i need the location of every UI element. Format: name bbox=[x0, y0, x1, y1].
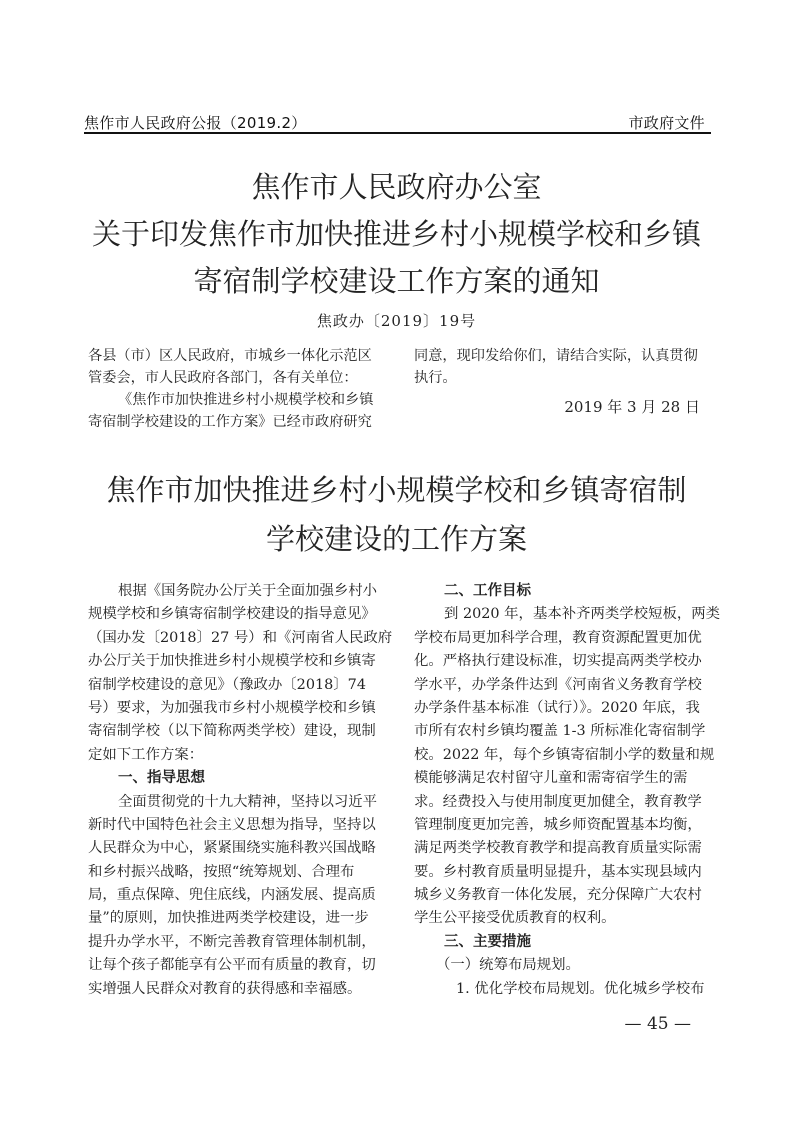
page-number: — 45 — bbox=[624, 1014, 691, 1034]
body-line: 宿制学校建设的意见》（豫政办〔2018〕74 bbox=[88, 676, 366, 693]
body-line: 学校布局更加科学合理，教育资源配置更加优 bbox=[414, 629, 702, 646]
running-header-journal: 焦作市人民政府公报（2019.2） bbox=[84, 114, 307, 132]
notice-title-line-1: 焦作市人民政府办公室 bbox=[251, 170, 542, 204]
notice-line: 同意，现印发给你们，请结合实际，认真贯彻 bbox=[414, 348, 698, 364]
body-line: 量”的原则，加快推进两类学校建设，进一步 bbox=[88, 910, 369, 927]
body-line: 模能够满足农村留守儿童和需寄宿学生的需 bbox=[414, 770, 688, 787]
plan-right-column bbox=[414, 580, 721, 1001]
body-line: 学水平，办学条件达到《河南省义务教育学校 bbox=[414, 676, 702, 693]
notice-title-line-2: 关于印发焦作市加快推进乡村小规模学校和乡镇 bbox=[91, 217, 701, 251]
section-heading: 二、工作目标 bbox=[444, 583, 531, 599]
notice-date: 2019 年 3 月 28 日 bbox=[564, 398, 700, 416]
document-number: 焦政办〔2019〕19号 bbox=[316, 312, 477, 330]
body-line: 全面贯彻党的十九大精神，坚持以习近平 bbox=[118, 793, 378, 810]
plan-title-line-1: 焦作市加快推进乡村小规模学校和乡镇寄宿制 bbox=[106, 473, 687, 507]
body-line: 校。2022 年，每个乡镇寄宿制小学的数量和规 bbox=[414, 746, 715, 763]
body-line: 满足两类学校教育教学和提高教育质量实际需 bbox=[414, 840, 702, 857]
body-line: 让每个孩子都能享有公平而有质量的教育，切 bbox=[88, 957, 376, 974]
body-line: 和乡村振兴战略，按照“统筹规划、合理布 bbox=[88, 863, 355, 880]
body-line: 学生公平接受优质教育的权利。 bbox=[414, 910, 616, 927]
section-heading: 三、主要措施 bbox=[444, 933, 531, 950]
body-line: 办学条件基本标准（试行）》。2020 年底，我 bbox=[414, 699, 700, 716]
body-line: 市所有农村乡镇均覆盖 1-3 所标准化寄宿制学 bbox=[414, 723, 706, 740]
body-line: 化。严格执行建设标准，切实提高两类学校办 bbox=[414, 653, 702, 670]
body-line: 办公厅关于加快推进乡村小规模学校和乡镇寄 bbox=[88, 653, 376, 670]
body-line: 局，重点保障、兜住底线，内涵发展、提高质 bbox=[88, 887, 376, 904]
subsection-heading: （一）统筹布局规划。 bbox=[436, 957, 580, 974]
body-line: 要。乡村教育质量明显提升，基本实现县域内 bbox=[414, 863, 702, 880]
notice-line: 执行。 bbox=[414, 370, 457, 386]
body-line: 管理制度更加完善，城乡师资配置基本均衡， bbox=[414, 816, 702, 833]
plan-left-column bbox=[88, 580, 393, 1001]
body-line: 新时代中国特色社会主义思想为指导，坚持以 bbox=[88, 816, 376, 833]
plan-title-line-2: 学校建设的工作方案 bbox=[265, 522, 527, 556]
section-heading: 一、指导思想 bbox=[118, 770, 205, 787]
body-line: （国办发〔2018〕27 号）和《河南省人民政府 bbox=[88, 629, 393, 646]
notice-line: 寄宿制学校建设的工作方案》已经市政府研究 bbox=[88, 414, 372, 430]
header-rule bbox=[84, 132, 711, 134]
body-line: 寄宿制学校（以下简称两类学校）建设，现制 bbox=[88, 723, 376, 740]
body-line: 定如下工作方案： bbox=[88, 746, 204, 763]
body-line: 人民群众为中心，紧紧围绕实施科教兴国战略 bbox=[88, 840, 376, 857]
running-header-section: 市政府文件 bbox=[628, 114, 705, 132]
body-line: 规模学校和乡镇寄宿制学校建设的指导意见》 bbox=[88, 606, 376, 623]
notice-line: 《焦作市加快推进乡村小规模学校和乡镇 bbox=[118, 392, 374, 408]
body-line: 号）要求，为加强我市乡村小规模学校和乡镇 bbox=[88, 699, 376, 716]
notice-right-column bbox=[414, 345, 714, 389]
body-line: 求。经费投入与使用制度更加健全，教育教学 bbox=[414, 793, 702, 810]
notice-line: 管委会，市人民政府各部门，各有关单位： bbox=[88, 370, 358, 386]
notice-left-column bbox=[88, 345, 388, 433]
body-line: 1. 优化学校布局规划。优化城乡学校布 bbox=[456, 980, 705, 997]
body-line: 根据《国务院办公厅关于全面加强乡村小 bbox=[118, 583, 378, 599]
body-line: 到 2020 年，基本补齐两类学校短板，两类 bbox=[444, 606, 721, 623]
notice-line: 各县（市）区人民政府，市城乡一体化示范区 bbox=[88, 348, 372, 364]
body-line: 提升办学水平，不断完善教育管理体制机制， bbox=[88, 933, 376, 950]
body-line: 实增强人民群众对教育的获得感和幸福感。 bbox=[88, 980, 362, 997]
notice-title-line-3: 寄宿制学校建设工作方案的通知 bbox=[193, 264, 600, 298]
body-line: 城乡义务教育一体化发展，充分保障广大农村 bbox=[414, 887, 702, 904]
